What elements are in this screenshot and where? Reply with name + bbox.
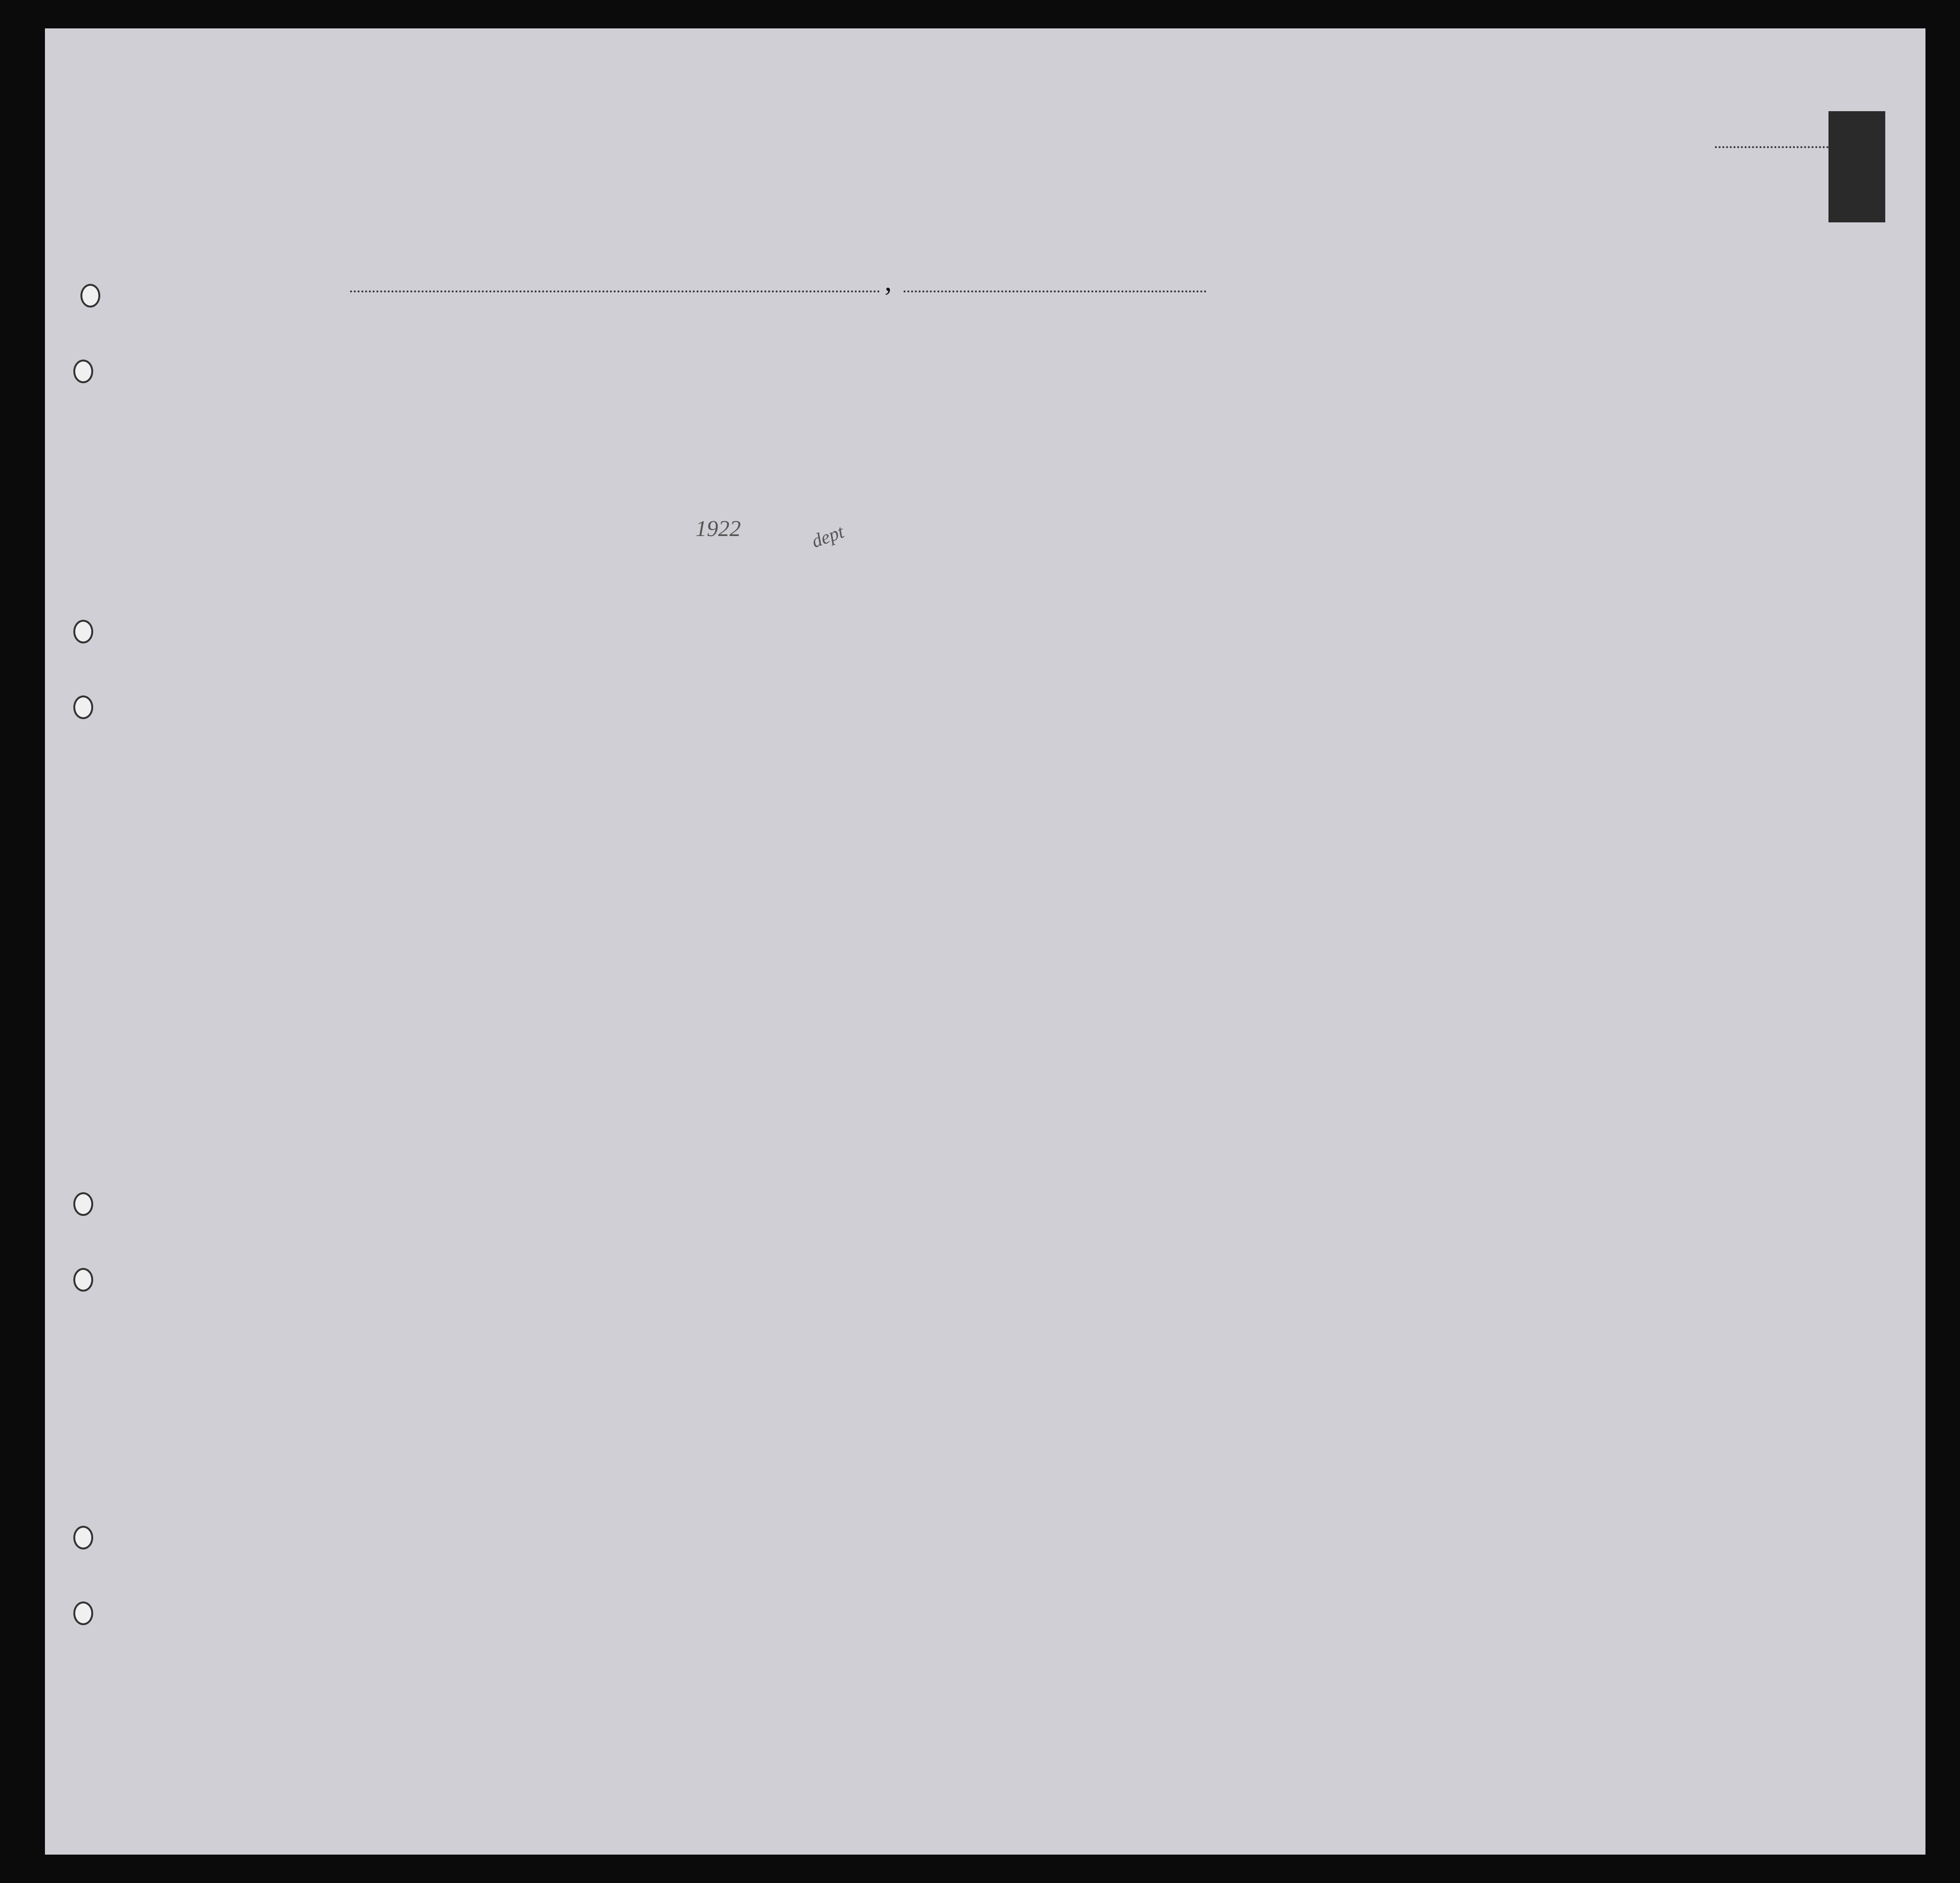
header-ticket bbox=[572, 360, 606, 497]
comma-1: , bbox=[885, 265, 892, 297]
binder-hole bbox=[73, 695, 93, 719]
binder-hole bbox=[73, 1526, 93, 1549]
header-contract bbox=[1380, 360, 1413, 497]
binder-hole bbox=[80, 284, 100, 308]
header-purpose-citizen bbox=[1199, 374, 1242, 497]
header-inches bbox=[1606, 445, 1625, 492]
binder-hole bbox=[73, 360, 93, 383]
binder-hole bbox=[73, 1192, 93, 1216]
header-prison bbox=[1246, 360, 1272, 497]
header-polygamist bbox=[1275, 360, 1294, 497]
binder-hole bbox=[73, 620, 93, 643]
header-anarchist bbox=[1296, 360, 1315, 497]
header-overthrow bbox=[1318, 360, 1365, 497]
handwritten-note: dept bbox=[809, 520, 847, 552]
binder-hole bbox=[73, 1268, 93, 1292]
header-deported bbox=[1431, 360, 1459, 497]
table-grid bbox=[45, 28, 1925, 1855]
handwritten-annotation: 1922 bbox=[695, 516, 741, 541]
header-money bbox=[695, 360, 721, 497]
header-feet bbox=[1585, 445, 1604, 492]
manifest-sheet bbox=[45, 28, 1925, 1855]
header-purpose-length bbox=[1147, 374, 1195, 497]
binder-hole bbox=[73, 1601, 93, 1625]
header-purpose-return bbox=[1105, 374, 1138, 497]
